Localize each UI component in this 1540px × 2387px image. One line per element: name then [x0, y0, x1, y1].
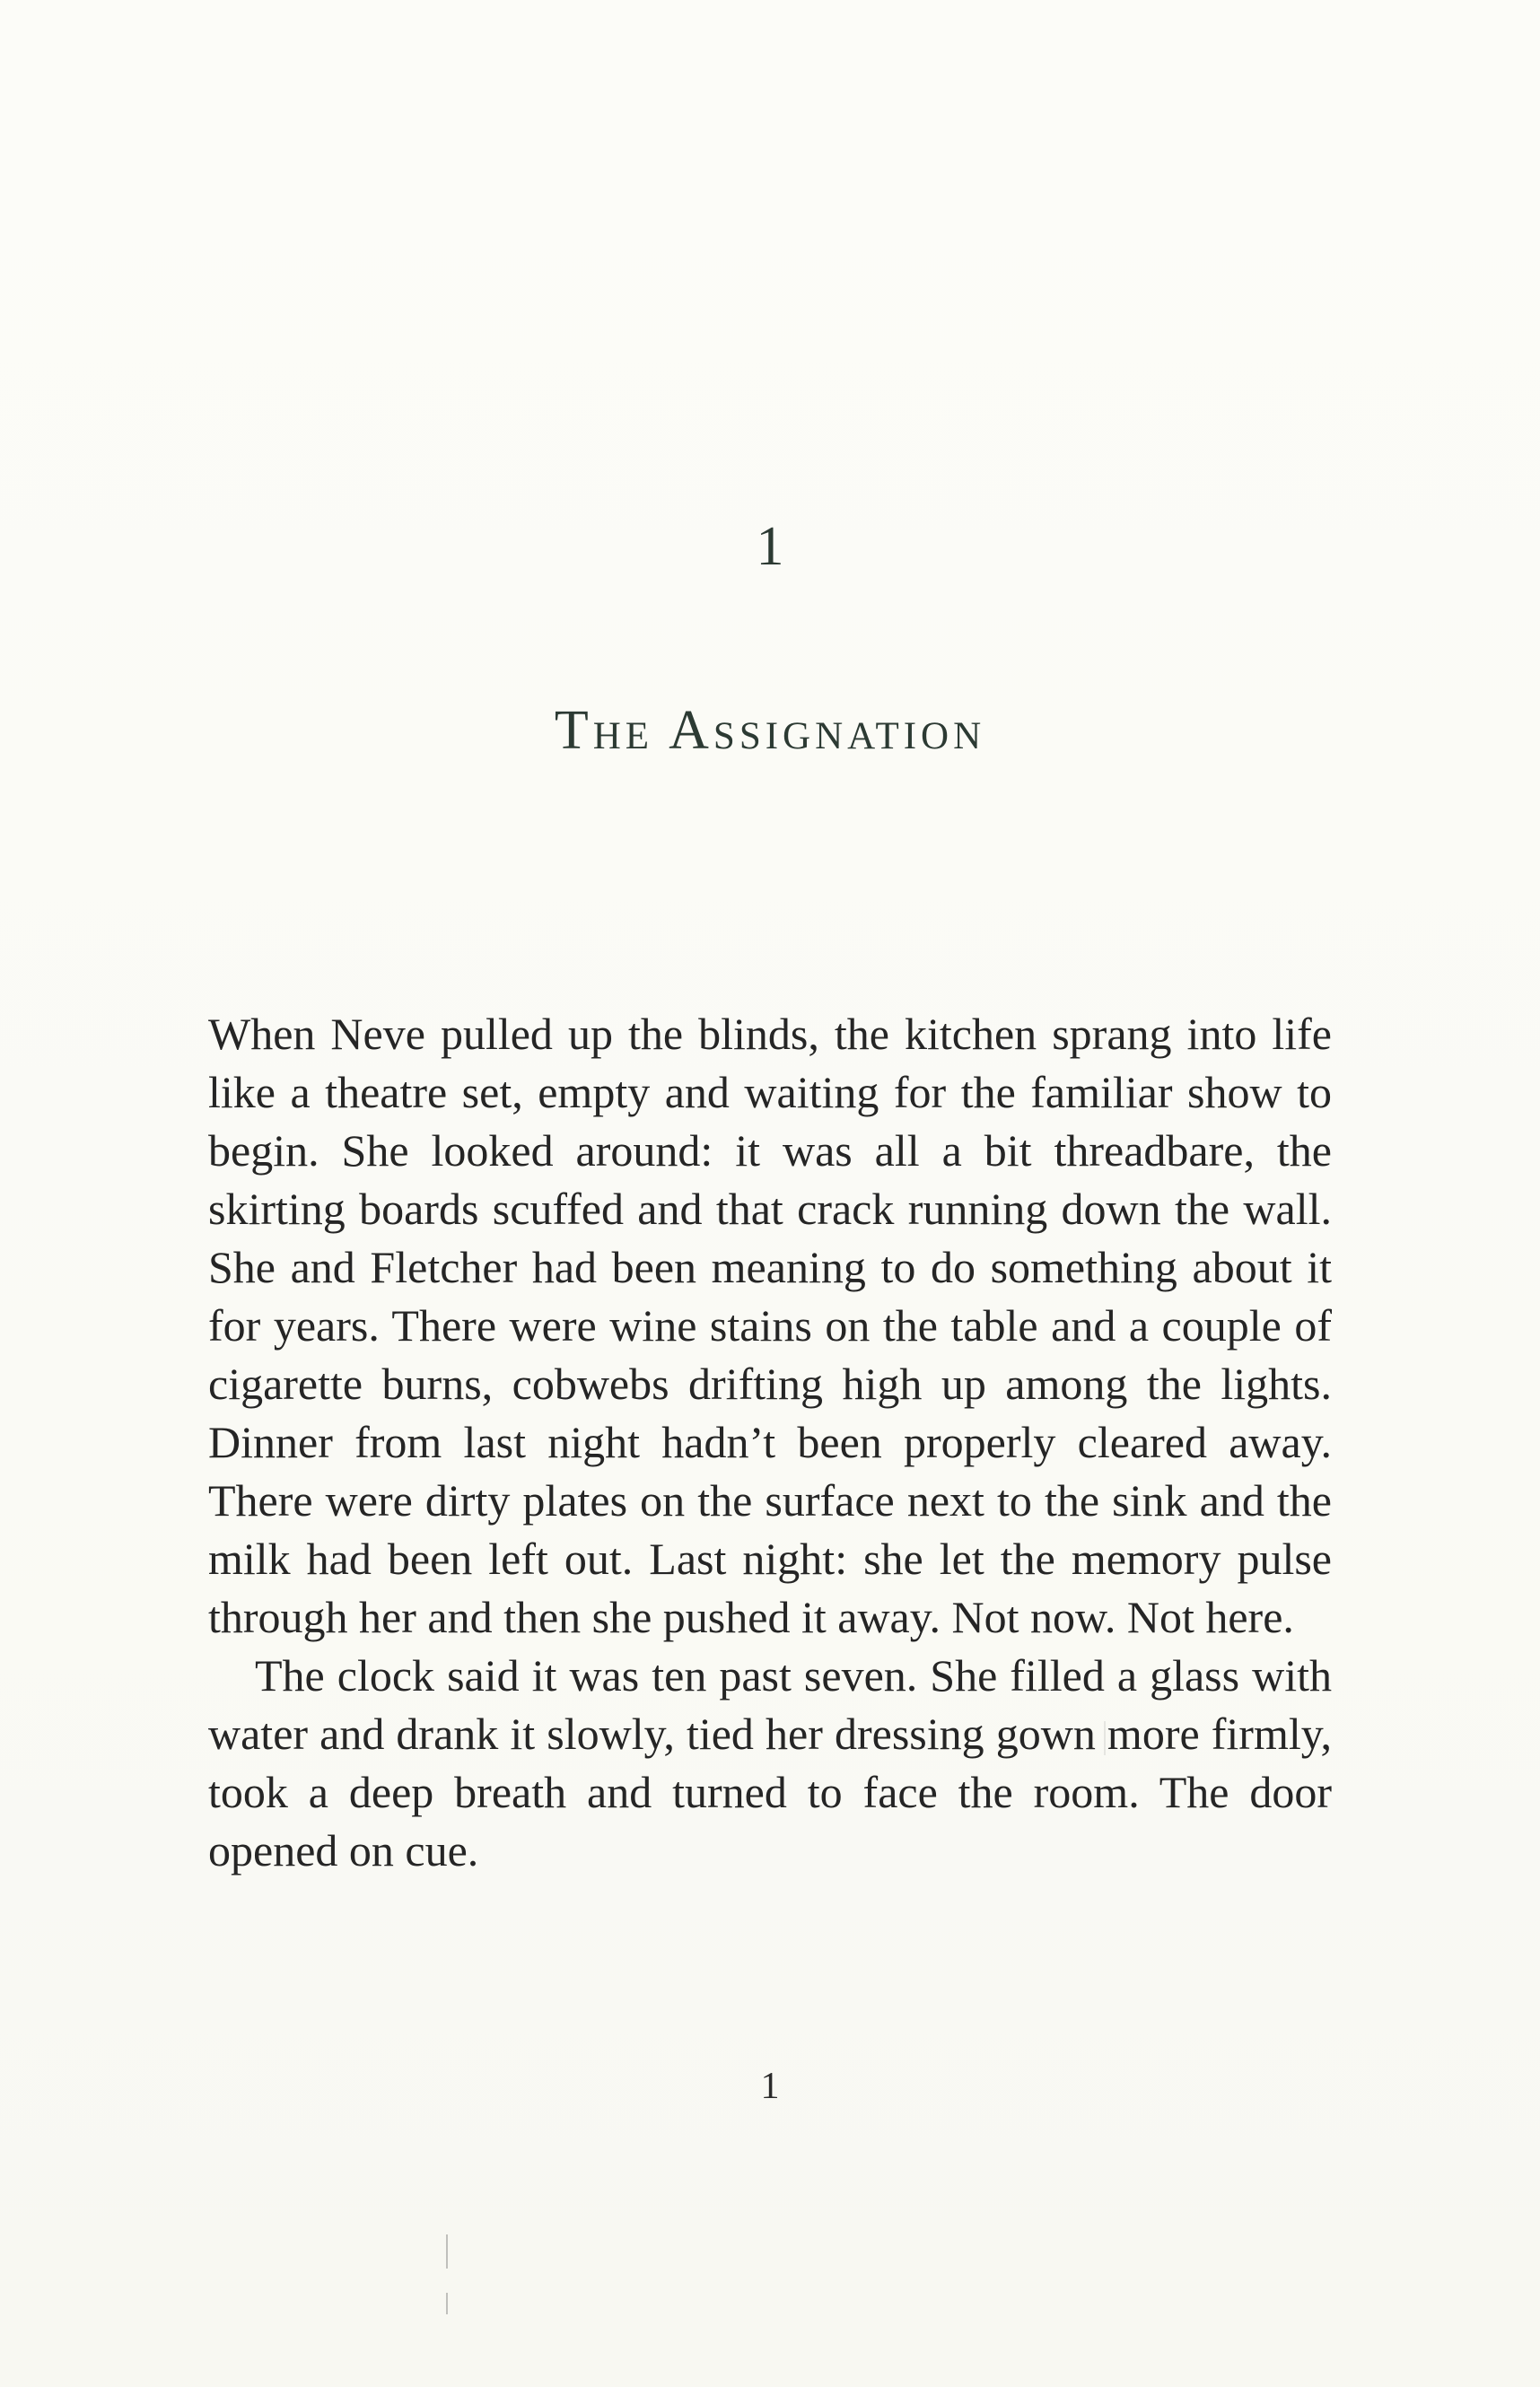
chapter-title: The Assignation: [554, 700, 986, 761]
chapter-number: 1: [756, 516, 784, 577]
page-number: 1: [760, 2066, 780, 2107]
paragraph: The clock said it was ten past seven. She filled a glass with water and drank it slowly, tied her dressing gown more firmly, took a deep breath and turned to face the room. The door opened on cue.: [208, 1650, 1332, 1876]
scan-mark: [1104, 1721, 1106, 1755]
scan-mark: [446, 2234, 448, 2269]
paragraph: When Neve pulled up the blinds, the kitchen sprang into life like a theatre set, empty and waiting for the familiar show to begin. She looked around: it was all a bit threadbare, the skirting boards scuffed and that crack running down the wall. She and Fletcher had been meaning to do something about it for years. There were wine stains on the table and a couple of cigarette burns, cobwebs drifting high up among the lights. Dinner from last night hadn’t been properly cleared away. There were dirty plates on the surface next to the sink and the milk had been left out. Last night: she let the memory pulse through her and then she pushed it away. Not now. Not here.: [208, 1009, 1332, 1642]
chapter-body: [208, 1005, 1332, 1880]
scan-mark: [446, 2293, 448, 2314]
